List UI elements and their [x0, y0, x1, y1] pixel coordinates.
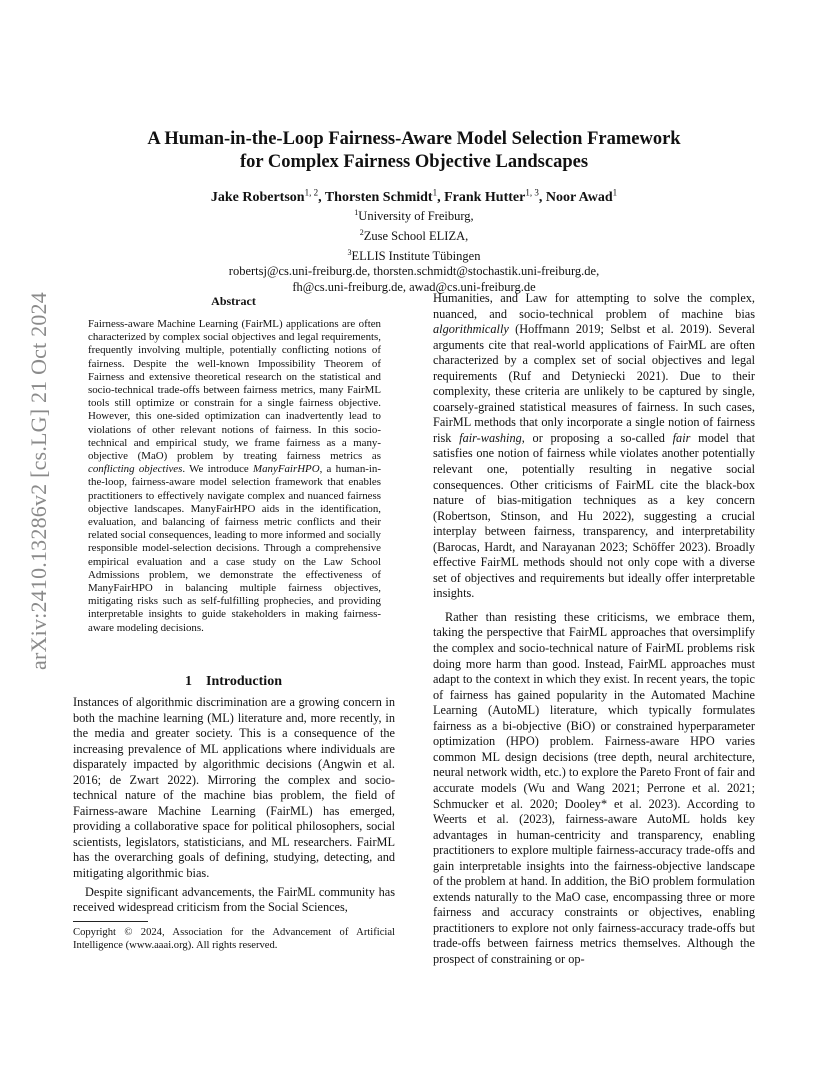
author: Noor Awad$^1$ — [545, 187, 618, 205]
author: Frank Hutter$^{1, 3}$, — [444, 187, 546, 205]
paragraph: Rather than resisting these criticisms, we embrace them, taking the perspective that FairML approaches that oversimplify the complex and socio-technical nature of FairML problems risk doing more harm than good. Instead, FairML approaches must adapt to the context in which they exist. In recent years, the topic of fairness has gained popularity in the Automated Machine Learning (AutoML) literature, which typically formulates fairness as a bi-objective (BiO) or constrained hyperparameter optimization (HPO) problem. Fairness-aware HPO varies common ML design decisions (tree depth, neural architecture, neural network width, etc.) to explore the Pareto Front of fair and accurate models (Wu and Wang 2021; Perrone et al. 2021; Schmucker et al. 2020; Dooley* et al. 2023). According to Weerts et al. (2023), fairness-aware AutoML holds key advantages in human-centricity and transparency, enabling practitioners to explore multiple fairness-accuracy trade-offs and gain interpretable insights into the fairness-objective landscape of the problem at hand. In addition, the BiO problem formulation extends naturally to the MaO case, encompassing three or more fairness and accuracy constraints or objectives, enabling practitioners to explore not only fairness-accuracy trade-offs but trade-offs between fairness metrics themselves. Although the prospect of constraining or op- — [433, 609, 756, 966]
author: Jake Robertson$^{1, 2}$, — [210, 187, 325, 205]
left-column-body — [73, 695, 395, 916]
paragraph: Instances of algorithmic discrimination are a growing concern in both the machine learning (ML) literature and, more recently, in the media and greater society. This is a consequence of the increasing prevalence of ML applications where individuals are disparately impacted by algorithmic decisions (Angwin et al. 2016; de Zwart 2022). Mirroring the complex and socio-technical nature of the machine bias problem, the field of Fairness-aware Machine Learning (FairML) has emerged, providing a collaborative space for political philosophers, social scientists, legislators, statisticians, and ML researchers. FairML has the overarching goals of defining, studying, detecting, and mitigating algorithmic bias. — [73, 695, 395, 881]
footnote-rule — [73, 921, 148, 922]
section-title: Introduction — [206, 674, 282, 689]
paragraph: Despite significant advancements, the FairML community has received widespread criticism from the Social Sciences, — [73, 884, 395, 915]
paper-title — [70, 128, 758, 174]
email-line: fh@cs.uni-freiburg.de, awad@cs.uni-freiburg.de — [292, 279, 536, 294]
copyright-footnote: Copyright © 2024, Association for the Advancement of Artificial Intelligence (www.aaai.org). All rights reserved. — [73, 927, 395, 951]
section-number: 1 — [185, 674, 192, 689]
right-column-body — [433, 291, 755, 968]
affiliation: $^3$ELLIS Institute Tübingen — [347, 247, 481, 263]
affiliation: $^1$University of Freiburg, — [354, 208, 474, 224]
arxiv-watermark — [25, 288, 53, 673]
affiliation: $^2$Zuse School ELIZA, — [359, 227, 469, 243]
author-list — [70, 183, 758, 207]
abstract-heading: Abstract — [211, 294, 256, 308]
affiliations — [70, 205, 758, 295]
abstract-text: Fairness-aware Machine Learning (FairML) applications are often characterized by complex social objectives and legal requirements, frequently involving multiple, potentially conflicting notions of fairness. Despite the well-known Impossibility Theorem of Fairness and extensive theoretical research on the statistical and socio-technical trade-offs between fairness metrics, many FairML tools still optimize or constrain for a single fairness objective. However, this one-sided optimization can inadvertently lead to violations of other relevant notions of fairness. In this socio-technical and empirical study, we frame fairness as a many-objective (MaO) problem by treating fairness metrics as conflicting objectives. We introduce ManyFairHPO, a human-in-the-loop, fairness-aware model selection framework that enables practitioners to effectively navigate complex and nuanced fairness objective landscapes. ManyFairHPO aids in the identification, evaluation, and balancing of fairness metric conflicts and their related social consequences, leading to more informed and socially responsible model-selection decisions. Through a comprehensive empirical evaluation and a case study on the Law School Admissions problem, we demonstrate the effectiveness of ManyFairHPO in balancing multiple fairness objectives, mitigating risks such as self-fulfilling prophecies, and providing interpretable insights to guide stakeholders in making fairness-aware modeling decisions. — [88, 318, 382, 634]
title-line-1: A Human-in-the-Loop Fairness-Aware Model Selection Framework — [147, 129, 681, 149]
email-line: robertsj@cs.uni-freiburg.de, thorsten.schmidt@stochastik.uni-freiburg.de, — [228, 264, 600, 279]
arxiv-id-text: arXiv:2410.13286v2 [cs.LG] 21 Oct 2024 — [26, 291, 51, 670]
author: Thorsten Schmidt$^1$, — [324, 187, 445, 205]
paragraph: Humanities, and Law for attempting to solve the complex, nuanced, and socio-technical problem of machine bias algorithmically (Hoffmann 2019; Selbst et al. 2019). Several arguments cite that real-world applications of FairML are often characterized by a complex set of social objectives and legal requirements (Ruf and Detyniecki 2021). Due to their complexity, these criteria are unlikely to be captured by single, coarsely-grained statistical measures of fairness. In such cases, FairML methods that only incorporate a single notion of fairness risk fair-washing, or proposing a so-called fair model that satisfies one notion of fairness while violates another potentially relevant one, potentially resulting in negative social consequences. Other criticisms of FairML cite the black-box nature of bias-mitigation techniques as a key concern (Robertson, Stinson, and Hu 2022), suggesting a crucial interplay between fairness, transparency, and interpretability (Barocas, Hardt, and Narayanan 2023; Schöffer 2023). Broadly effective FairML methods should not only cope with a diverse set of objectives and requirements but ideally offer interpretable insights. — [433, 291, 755, 601]
title-line-2: for Complex Fairness Objective Landscapes — [239, 152, 589, 172]
section-heading — [72, 674, 395, 690]
